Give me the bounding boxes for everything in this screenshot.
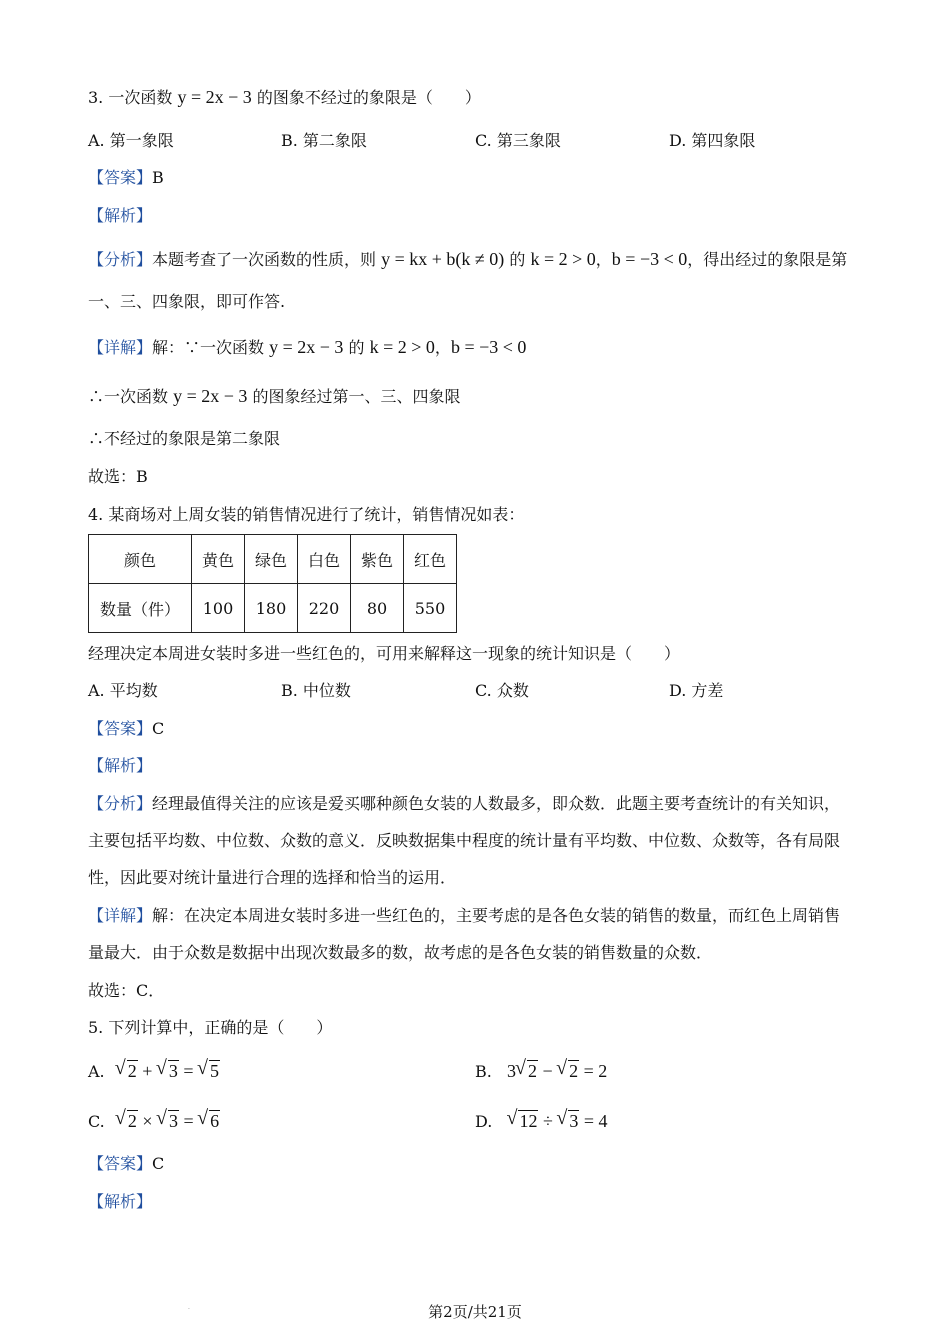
- answer-tag: 【答案】: [88, 168, 153, 187]
- equals: = 2: [583, 1061, 608, 1081]
- q3-option-a: A. 第一象限: [88, 131, 174, 150]
- q5-option-d: [475, 1110, 607, 1133]
- page-number: 第2页/共21页: [428, 1303, 522, 1321]
- q3-choose: 故选：B: [88, 467, 148, 486]
- xiangjie-tag: 【详解】: [88, 338, 153, 357]
- q3-fenxi-line2: 一、三、四象限，即可作答.: [88, 292, 286, 311]
- operator: −: [542, 1061, 553, 1081]
- coefficient: 3: [506, 1061, 516, 1081]
- q4-question: 经理决定本周进女装时多进一些红色的，可用来解释这一现象的统计知识是（ ）: [88, 644, 681, 663]
- table-header-cell: 红色: [404, 535, 457, 584]
- q5-option-b-expr: [507, 1061, 607, 1081]
- q5-option-a-expr: [116, 1061, 220, 1081]
- operator: +: [142, 1061, 153, 1081]
- q5-option-label: B.: [475, 1062, 492, 1081]
- table-cell: 550: [404, 584, 457, 633]
- table-header-cell: 紫色: [351, 535, 404, 584]
- q3-fenxi-text: 本题考查了一次函数的性质，则: [152, 250, 382, 269]
- q3-conclusion-1: [88, 385, 461, 408]
- table-cell: 180: [245, 584, 298, 633]
- q5-stem: 5. 下列计算中，正确的是（ ）: [88, 1018, 333, 1037]
- q4-answer-value: C: [152, 719, 165, 738]
- q3-fenxi-de: 的: [504, 250, 531, 269]
- q4-fenxi-line3: 性，因此要对统计量进行合理的选择和恰当的运用．: [88, 868, 457, 887]
- q5-option-label: C.: [88, 1112, 105, 1131]
- q3-conclusion-2: ∴不经过的象限是第二象限: [88, 429, 281, 448]
- q3-option-c: C. 第三象限: [475, 131, 561, 150]
- sqrt-symbol: √ 12: [508, 1110, 538, 1132]
- table-cell: 80: [351, 584, 404, 633]
- q3-fenxi-b: b = −3 < 0: [611, 249, 688, 269]
- q3-answer: [88, 167, 164, 189]
- q4-option-b: B. 中位数: [281, 681, 351, 700]
- q5-analysis-tag: 【解析】: [88, 1192, 153, 1211]
- operator: ×: [142, 1111, 153, 1131]
- q3-conc1-function: y = 2x − 3: [173, 386, 248, 406]
- sqrt-symbol: √ 3: [558, 1110, 579, 1132]
- q4-answer: [88, 718, 164, 740]
- q3-analysis-tag: 【解析】: [88, 206, 153, 225]
- q3-fenxi-function: y = kx + b(k ≠ 0): [381, 249, 505, 269]
- q3-stem-tail: 的图象不经过的象限是（ ）: [251, 88, 481, 107]
- q3-conc1-text: ∴一次函数: [88, 387, 174, 406]
- table-header-cell: 颜色: [89, 535, 192, 584]
- q3-fenxi-tail: ，得出经过的象限是第: [687, 250, 848, 269]
- table-header-cell: 黄色: [192, 535, 245, 584]
- q4-fenxi-text: 经理最值得关注的应该是爱买哪种颜色女装的人数最多，即众数．此题主要考查统计的有关知识，: [152, 794, 841, 813]
- sqrt-symbol: √ 5: [199, 1060, 220, 1082]
- q4-analysis-tag: 【解析】: [88, 756, 153, 775]
- sqrt-symbol: √ 3: [158, 1110, 179, 1132]
- q4-choose: 故选：C．: [88, 981, 165, 1000]
- q3-stem: [88, 86, 481, 109]
- q3-xj-k: k = 2 > 0: [369, 337, 435, 357]
- q3-stem-text: 3. 一次函数: [88, 88, 178, 107]
- q3-fenxi: [88, 248, 847, 271]
- sqrt-symbol: √ 3: [158, 1060, 179, 1082]
- q5-option-c-expr: [116, 1111, 220, 1131]
- equals: =: [183, 1111, 194, 1131]
- table-row: [89, 535, 457, 584]
- equals: = 4: [583, 1111, 608, 1131]
- sqrt-symbol: √ 2: [517, 1060, 538, 1082]
- q4-xiangjie: [88, 905, 840, 927]
- sqrt-symbol: √ 6: [199, 1110, 220, 1132]
- answer-tag: 【答案】: [88, 1154, 153, 1173]
- q5-option-label: D.: [475, 1112, 493, 1131]
- q3-fenxi-comma: ，: [595, 250, 612, 269]
- sqrt-symbol: √ 2: [117, 1110, 138, 1132]
- q4-xiangjie-line2: 量最大．由于众数是数据中出现次数最多的数，故考虑的是各色女装的销售数量的众数．: [88, 943, 713, 962]
- q4-xj-text: 解：在决定本周进女装时多进一些红色的，主要考虑的是各色女装的销售的数量，而红色上周销售: [152, 906, 841, 925]
- sqrt-symbol: √ 2: [558, 1060, 579, 1082]
- table-cell: 100: [192, 584, 245, 633]
- q4-stem: 4. 某商场对上周女装的销售情况进行了统计，销售情况如表：: [88, 505, 525, 524]
- q4-option-c: C. 众数: [475, 681, 529, 700]
- table-cell: 数量（件）: [89, 584, 192, 633]
- table-header-cell: 白色: [298, 535, 351, 584]
- q4-option-d: D. 方差: [669, 681, 724, 700]
- q3-xiangjie: [88, 336, 526, 359]
- q3-function: y = 2x − 3: [177, 87, 252, 107]
- xiangjie-tag: 【详解】: [88, 906, 153, 925]
- scan-dot: ·: [188, 1306, 190, 1313]
- table-cell: 220: [298, 584, 351, 633]
- q5-option-c: [88, 1110, 220, 1133]
- sales-table: [88, 534, 457, 633]
- fenxi-tag: 【分析】: [88, 794, 153, 813]
- operator: ÷: [542, 1111, 553, 1131]
- q3-answer-value: B: [152, 168, 164, 187]
- q5-option-b: [475, 1060, 607, 1083]
- q3-xj-text: 解：∵一次函数: [152, 338, 270, 357]
- q3-xj-de: 的: [343, 338, 370, 357]
- q3-option-b: B. 第二象限: [281, 131, 367, 150]
- q4-fenxi: [88, 793, 840, 815]
- q5-answer-value: C: [152, 1154, 165, 1173]
- answer-tag: 【答案】: [88, 719, 153, 738]
- q3-xj-b: b = −3 < 0: [450, 337, 527, 357]
- q5-option-label: A.: [88, 1062, 105, 1081]
- q3-conc1-tail: 的图象经过第一、三、四象限: [247, 387, 461, 406]
- q4-fenxi-line2: 主要包括平均数、中位数、众数的意义．反映数据集中程度的统计量有平均数、中位数、众数等，各有局限: [88, 831, 841, 850]
- q3-fenxi-k: k = 2 > 0: [530, 249, 596, 269]
- q5-option-d-expr: [507, 1111, 607, 1131]
- q3-option-d: D. 第四象限: [669, 131, 756, 150]
- q5-answer: [88, 1153, 164, 1175]
- sqrt-symbol: √ 2: [117, 1060, 138, 1082]
- table-row: [89, 584, 457, 633]
- table-header-cell: 绿色: [245, 535, 298, 584]
- q4-option-a: A. 平均数: [88, 681, 158, 700]
- q5-option-a: [88, 1060, 220, 1083]
- equals: =: [183, 1061, 194, 1081]
- fenxi-tag: 【分析】: [88, 250, 153, 269]
- q3-xj-function: y = 2x − 3: [269, 337, 344, 357]
- q3-xj-comma: ，: [434, 338, 451, 357]
